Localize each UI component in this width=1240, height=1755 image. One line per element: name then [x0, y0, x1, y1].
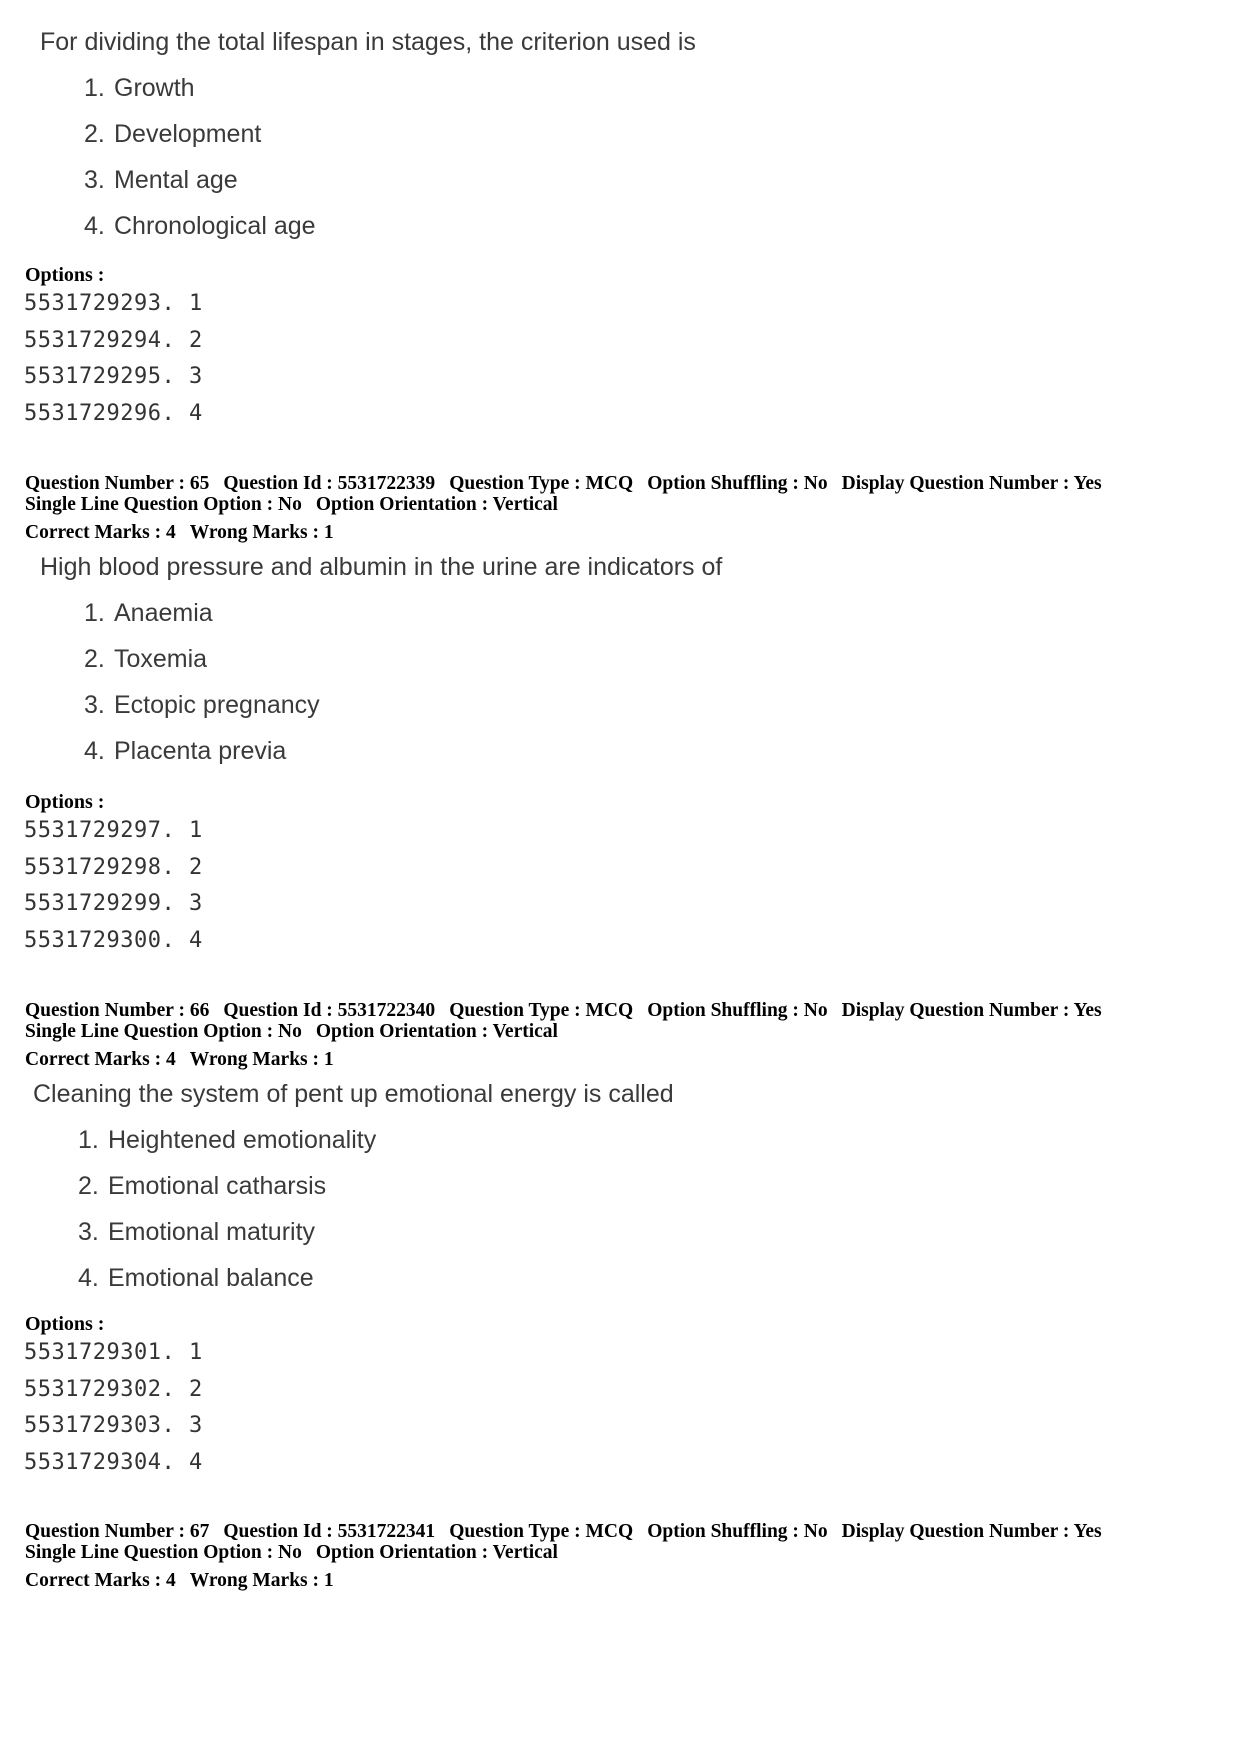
option-id: 5531729302. 2	[24, 1377, 203, 1402]
choice-label: Emotional balance	[108, 1264, 314, 1292]
display-question-number: Display Question Number : Yes	[841, 1000, 1102, 1021]
answer-choice	[78, 1171, 326, 1201]
choice-number: 1.	[84, 74, 105, 102]
correct-marks: Correct Marks : 4	[25, 1570, 176, 1591]
question-meta-line-1	[25, 1521, 1116, 1542]
answer-choice	[84, 119, 261, 149]
choice-label: Toxemia	[114, 645, 208, 673]
option-shuffling: Option Shuffling : No	[647, 473, 828, 494]
question-meta-line-2	[25, 1021, 572, 1042]
question-type: Question Type : MCQ	[449, 1000, 634, 1021]
option-orientation: Option Orientation : Vertical	[315, 494, 558, 515]
choice-number: 4.	[84, 737, 105, 765]
question-number: Question Number : 66	[25, 1000, 210, 1021]
wrong-marks: Wrong Marks : 1	[189, 1049, 334, 1070]
choice-number: 4.	[84, 212, 105, 240]
choice-number: 4.	[78, 1264, 99, 1292]
answer-choice	[78, 1217, 315, 1247]
option-id: 5531729296. 4	[24, 401, 203, 426]
option-id: 5531729304. 4	[24, 1450, 203, 1475]
question-number: Question Number : 65	[25, 473, 210, 494]
question-id: Question Id : 5531722339	[223, 473, 436, 494]
options-label: Options :	[25, 1313, 105, 1335]
option-orientation: Option Orientation : Vertical	[315, 1542, 558, 1563]
question-meta-line-3	[25, 1570, 348, 1591]
question-number: Question Number : 67	[25, 1521, 210, 1542]
question-meta-line-2	[25, 1542, 572, 1563]
answer-choice	[84, 736, 286, 766]
answer-choice	[84, 211, 316, 241]
choice-number: 3.	[84, 691, 105, 719]
question-meta-line-3	[25, 1049, 348, 1070]
question-type: Question Type : MCQ	[449, 473, 634, 494]
choice-number: 1.	[78, 1126, 99, 1154]
correct-marks: Correct Marks : 4	[25, 1049, 176, 1070]
option-id: 5531729300. 4	[24, 928, 203, 953]
choice-label: Emotional catharsis	[108, 1172, 327, 1200]
single-line-question-option: Single Line Question Option : No	[25, 1021, 302, 1042]
choice-number: 3.	[84, 166, 105, 194]
choice-label: Placenta previa	[114, 737, 287, 765]
choice-number: 2.	[78, 1172, 99, 1200]
choice-number: 2.	[84, 645, 105, 673]
option-id: 5531729301. 1	[24, 1340, 203, 1365]
choice-label: Mental age	[114, 166, 238, 194]
question-meta-line-2	[25, 494, 572, 515]
option-id: 5531729295. 3	[24, 364, 203, 389]
single-line-question-option: Single Line Question Option : No	[25, 1542, 302, 1563]
option-id: 5531729299. 3	[24, 891, 203, 916]
question-id: Question Id : 5531722341	[223, 1521, 436, 1542]
display-question-number: Display Question Number : Yes	[841, 1521, 1102, 1542]
answer-choice	[78, 1125, 376, 1155]
answer-choice	[84, 598, 213, 628]
choice-label: Development	[114, 120, 262, 148]
choice-label: Anaemia	[114, 599, 213, 627]
option-shuffling: Option Shuffling : No	[647, 1521, 828, 1542]
single-line-question-option: Single Line Question Option : No	[25, 494, 302, 515]
question-text: Cleaning the system of pent up emotional energy is called	[33, 1080, 674, 1108]
question-meta-line-1	[25, 473, 1116, 494]
choice-label: Chronological age	[114, 212, 316, 240]
choice-label: Heightened emotionality	[108, 1126, 377, 1154]
option-id: 5531729297. 1	[24, 818, 203, 843]
option-id: 5531729298. 2	[24, 855, 203, 880]
answer-choice	[84, 165, 238, 195]
options-label: Options :	[25, 791, 105, 813]
option-id: 5531729303. 3	[24, 1413, 203, 1438]
options-label: Options :	[25, 264, 105, 286]
choice-label: Emotional maturity	[108, 1218, 316, 1246]
answer-choice	[84, 644, 207, 674]
choice-label: Ectopic pregnancy	[114, 691, 320, 719]
question-type: Question Type : MCQ	[449, 1521, 634, 1542]
question-text: For dividing the total lifespan in stages, the criterion used is	[40, 28, 696, 56]
option-orientation: Option Orientation : Vertical	[315, 1021, 558, 1042]
option-id: 5531729294. 2	[24, 328, 203, 353]
answer-choice	[84, 690, 320, 720]
choice-number: 3.	[78, 1218, 99, 1246]
correct-marks: Correct Marks : 4	[25, 522, 176, 543]
choice-number: 2.	[84, 120, 105, 148]
question-meta-line-3	[25, 522, 348, 543]
wrong-marks: Wrong Marks : 1	[189, 522, 334, 543]
option-shuffling: Option Shuffling : No	[647, 1000, 828, 1021]
option-id: 5531729293. 1	[24, 291, 203, 316]
question-meta-line-1	[25, 1000, 1116, 1021]
choice-number: 1.	[84, 599, 105, 627]
question-id: Question Id : 5531722340	[223, 1000, 436, 1021]
display-question-number: Display Question Number : Yes	[841, 473, 1102, 494]
choice-label: Growth	[114, 74, 195, 102]
answer-choice	[84, 73, 195, 103]
answer-choice	[78, 1263, 314, 1293]
question-text: High blood pressure and albumin in the urine are indicators of	[40, 553, 723, 581]
wrong-marks: Wrong Marks : 1	[189, 1570, 334, 1591]
